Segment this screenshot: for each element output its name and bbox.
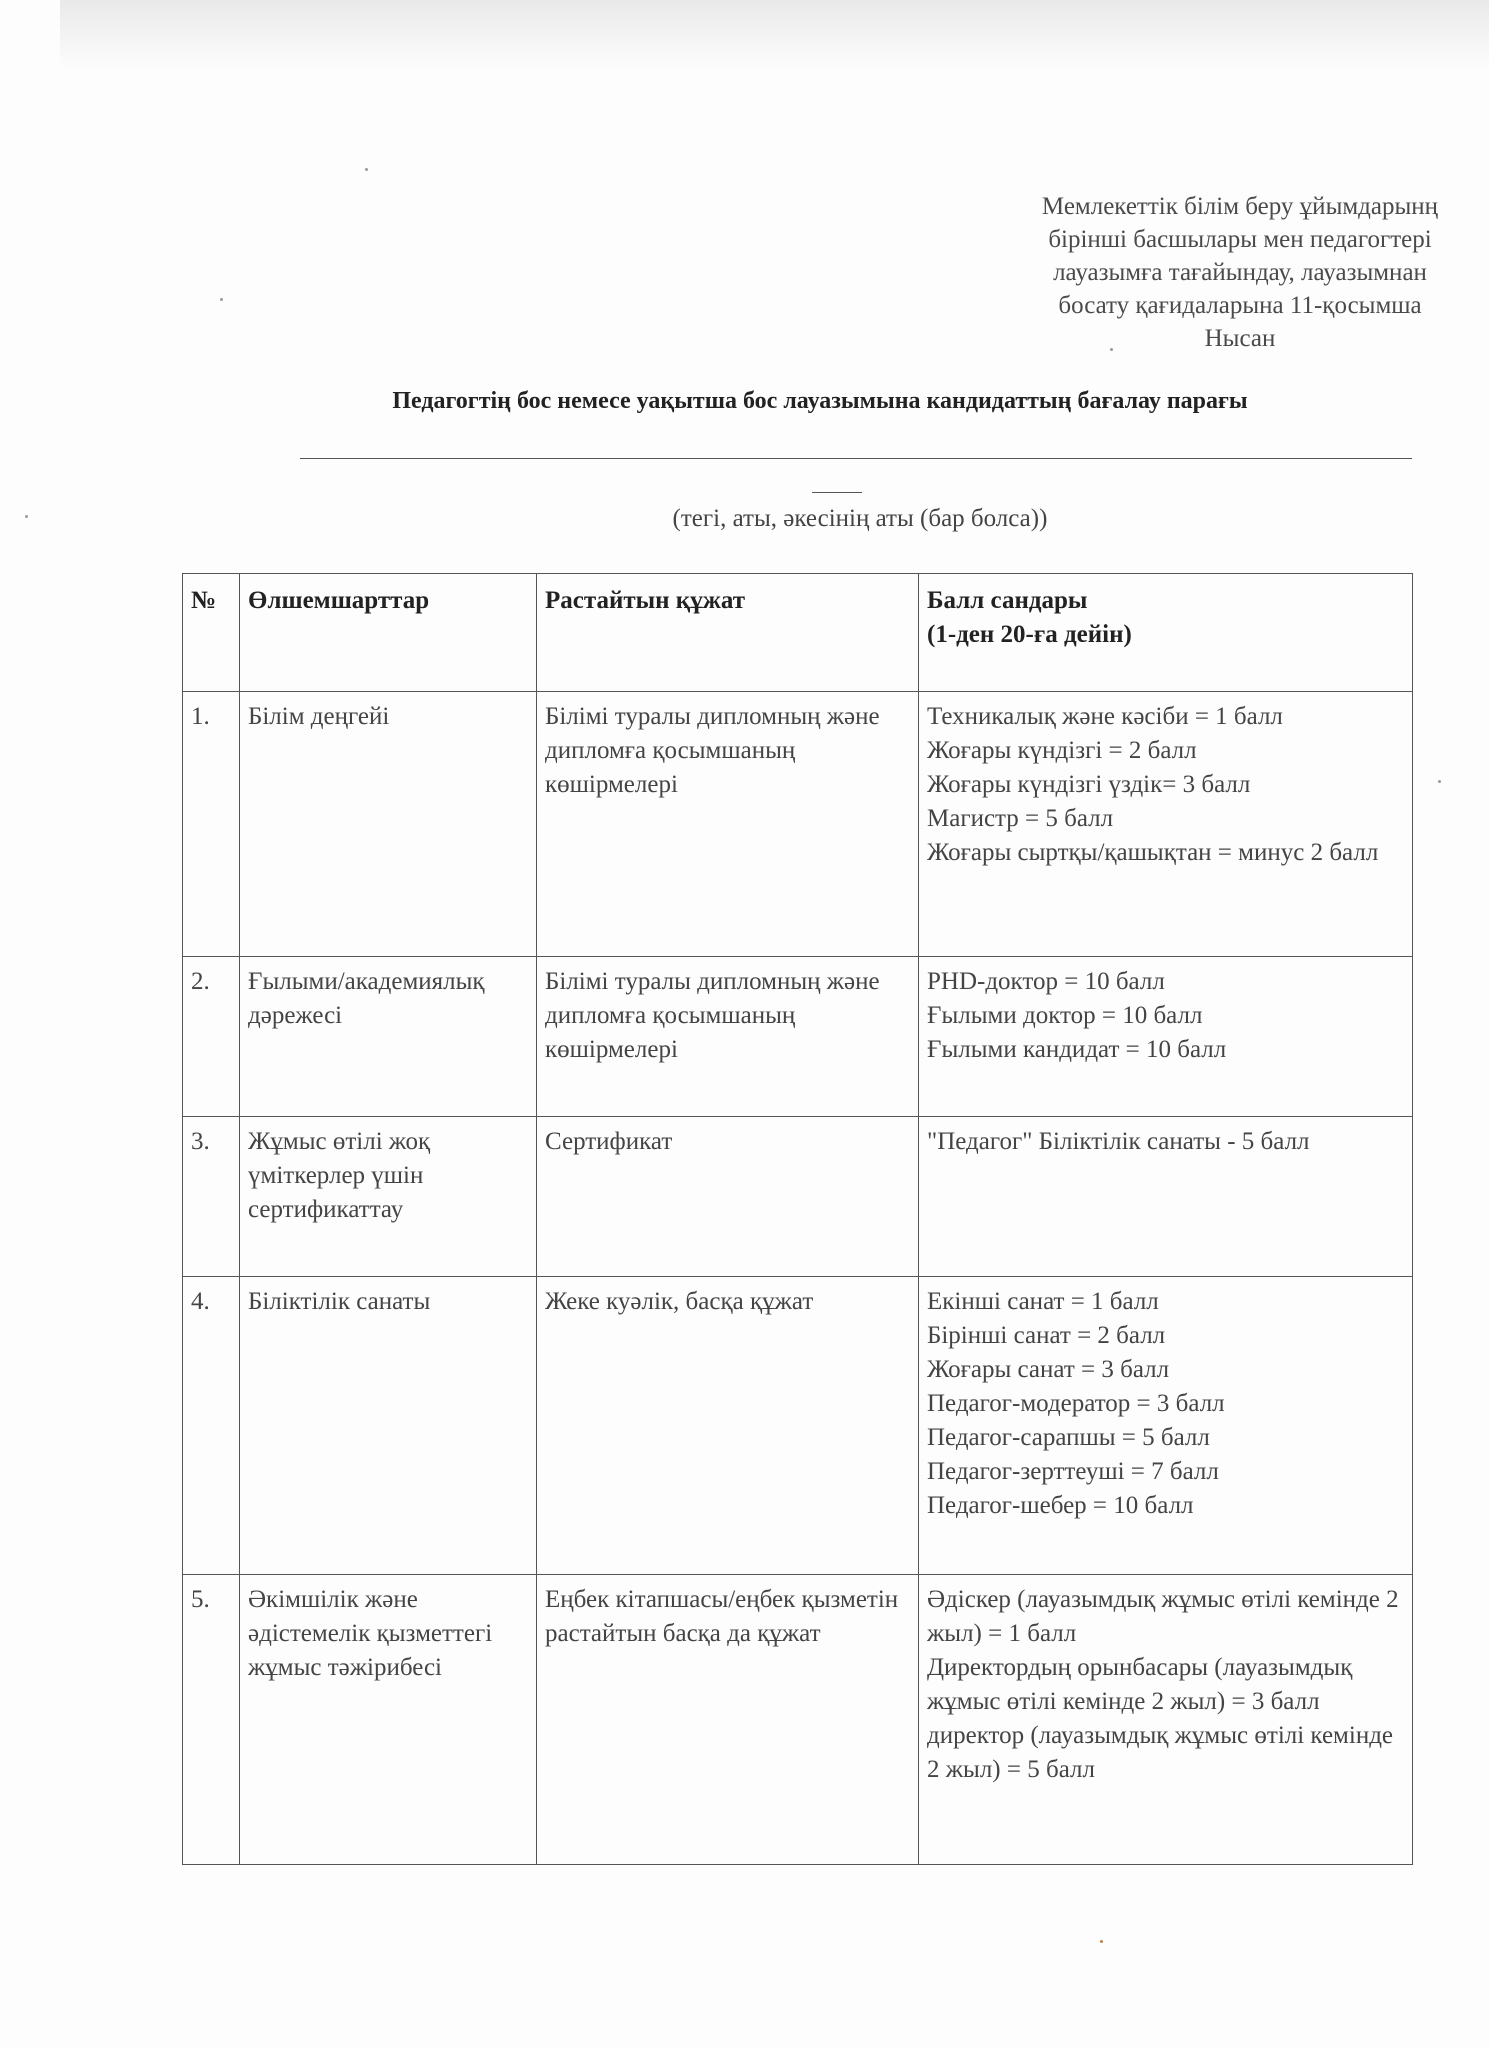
table-header-row bbox=[183, 574, 1413, 692]
points-item: PHD-доктор = 10 балл bbox=[927, 968, 1165, 995]
points-item: Магистр = 5 балл bbox=[927, 805, 1114, 832]
points-item: Әдіскер (лауазымдық жұмыс өтілі кемінде 2 жыл) = 1 балл bbox=[927, 1586, 1399, 1647]
row-document: Білімі туралы дипломның және дипломға қосымшаның көшірмелері bbox=[537, 692, 919, 957]
candidate-name-underline bbox=[812, 492, 862, 493]
row-criteria: Жұмыс өтілі жоқ үміткерлер үшін сертификаттау bbox=[240, 1117, 537, 1277]
row-points bbox=[919, 957, 1413, 1117]
row-points bbox=[919, 1277, 1413, 1575]
row-points bbox=[919, 692, 1413, 957]
annex-reference bbox=[1000, 190, 1480, 355]
row-number: 2. bbox=[183, 957, 240, 1117]
header-document: Растайтын құжат bbox=[537, 574, 919, 692]
row-criteria: Әкімшілік және әдістемелік қызметтегі жұмыс тәжірибесі bbox=[240, 1575, 537, 1865]
points-item: Педагог-модератор = 3 балл bbox=[927, 1390, 1225, 1417]
evaluation-table bbox=[182, 573, 1413, 1865]
points-item: Бірінші санат = 2 балл bbox=[927, 1322, 1166, 1349]
table-row bbox=[183, 1575, 1413, 1865]
candidate-name-caption: (тегі, аты, әкесінің аты (бар болса)) bbox=[672, 505, 1048, 532]
points-item: Жоғары күндізгі = 2 балл bbox=[927, 737, 1197, 764]
points-item: Ғылыми доктор = 10 балл bbox=[927, 1002, 1203, 1029]
row-points bbox=[919, 1117, 1413, 1277]
table-row bbox=[183, 692, 1413, 957]
points-item: Педагог-зерттеуші = 7 балл bbox=[927, 1458, 1219, 1485]
table-row bbox=[183, 1117, 1413, 1277]
points-item: Екінші санат = 1 балл bbox=[927, 1288, 1159, 1315]
points-item: Ғылыми кандидат = 10 балл bbox=[927, 1036, 1227, 1063]
points-item: Жоғары күндізгі үздік= 3 балл bbox=[927, 771, 1251, 798]
row-criteria: Білім деңгейі bbox=[240, 692, 537, 957]
header-points-range: (1-ден 20-ға дейін) bbox=[927, 621, 1132, 648]
row-criteria: Біліктілік санаты bbox=[240, 1277, 537, 1575]
scan-speck bbox=[1100, 1940, 1103, 1943]
document-title: Педагогтің бос немесе уақытша бос лауазымына кандидаттың бағалау парағы bbox=[392, 388, 1248, 414]
row-points bbox=[919, 1575, 1413, 1865]
table-row bbox=[183, 1277, 1413, 1575]
row-document: Жеке куәлік, басқа құжат bbox=[537, 1277, 919, 1575]
row-document: Білімі туралы дипломның және дипломға қосымшаның көшірмелері bbox=[537, 957, 919, 1117]
points-item: директор (лауазымдық жұмыс өтілі кемінде 2 жыл) = 5 балл bbox=[927, 1722, 1394, 1783]
row-criteria: Ғылыми/академиялық дәрежесі bbox=[240, 957, 537, 1117]
header-criteria: Өлшемшарттар bbox=[240, 574, 537, 692]
points-item: "Педагог" Біліктілік санаты - 5 балл bbox=[927, 1128, 1310, 1155]
annex-line: Мемлекеттік білім беру ұйымдарынң bbox=[1041, 193, 1439, 220]
annex-line: босату қағидаларына 11-қосымша bbox=[1058, 292, 1422, 319]
table-row bbox=[183, 957, 1413, 1117]
points-item: Педагог-сарапшы = 5 балл bbox=[927, 1424, 1210, 1451]
scan-speck bbox=[1438, 780, 1441, 783]
header-number: № bbox=[183, 574, 240, 692]
header-points-title: Балл сандары bbox=[927, 587, 1088, 614]
row-number: 5. bbox=[183, 1575, 240, 1865]
row-document: Еңбек кітапшасы/еңбек қызметін растайтын басқа да құжат bbox=[537, 1575, 919, 1865]
row-number: 1. bbox=[183, 692, 240, 957]
points-item: Педагог-шебер = 10 балл bbox=[927, 1492, 1194, 1519]
candidate-name-line bbox=[300, 458, 1412, 459]
row-number: 4. bbox=[183, 1277, 240, 1575]
points-item: Директордың орынбасары (лауазымдық жұмыс өтілі кемінде 2 жыл) = 3 балл bbox=[927, 1654, 1353, 1715]
form-label: Нысан bbox=[1204, 325, 1276, 352]
scan-speck bbox=[220, 298, 223, 301]
scan-shadow bbox=[60, 0, 1489, 70]
row-number: 3. bbox=[183, 1117, 240, 1277]
header-points bbox=[919, 574, 1413, 692]
scan-speck bbox=[365, 168, 368, 171]
points-item: Техникалық және кәсіби = 1 балл bbox=[927, 703, 1283, 730]
annex-line: лауазымға тағайындау, лауазымнан bbox=[1053, 259, 1427, 286]
row-document: Сертификат bbox=[537, 1117, 919, 1277]
points-item: Жоғары санат = 3 балл bbox=[927, 1356, 1170, 1383]
annex-line: бірінші басшылары мен педагогтері bbox=[1048, 226, 1432, 253]
points-item: Жоғары сыртқы/қашықтан = минус 2 балл bbox=[927, 839, 1379, 866]
scan-speck bbox=[25, 515, 28, 518]
